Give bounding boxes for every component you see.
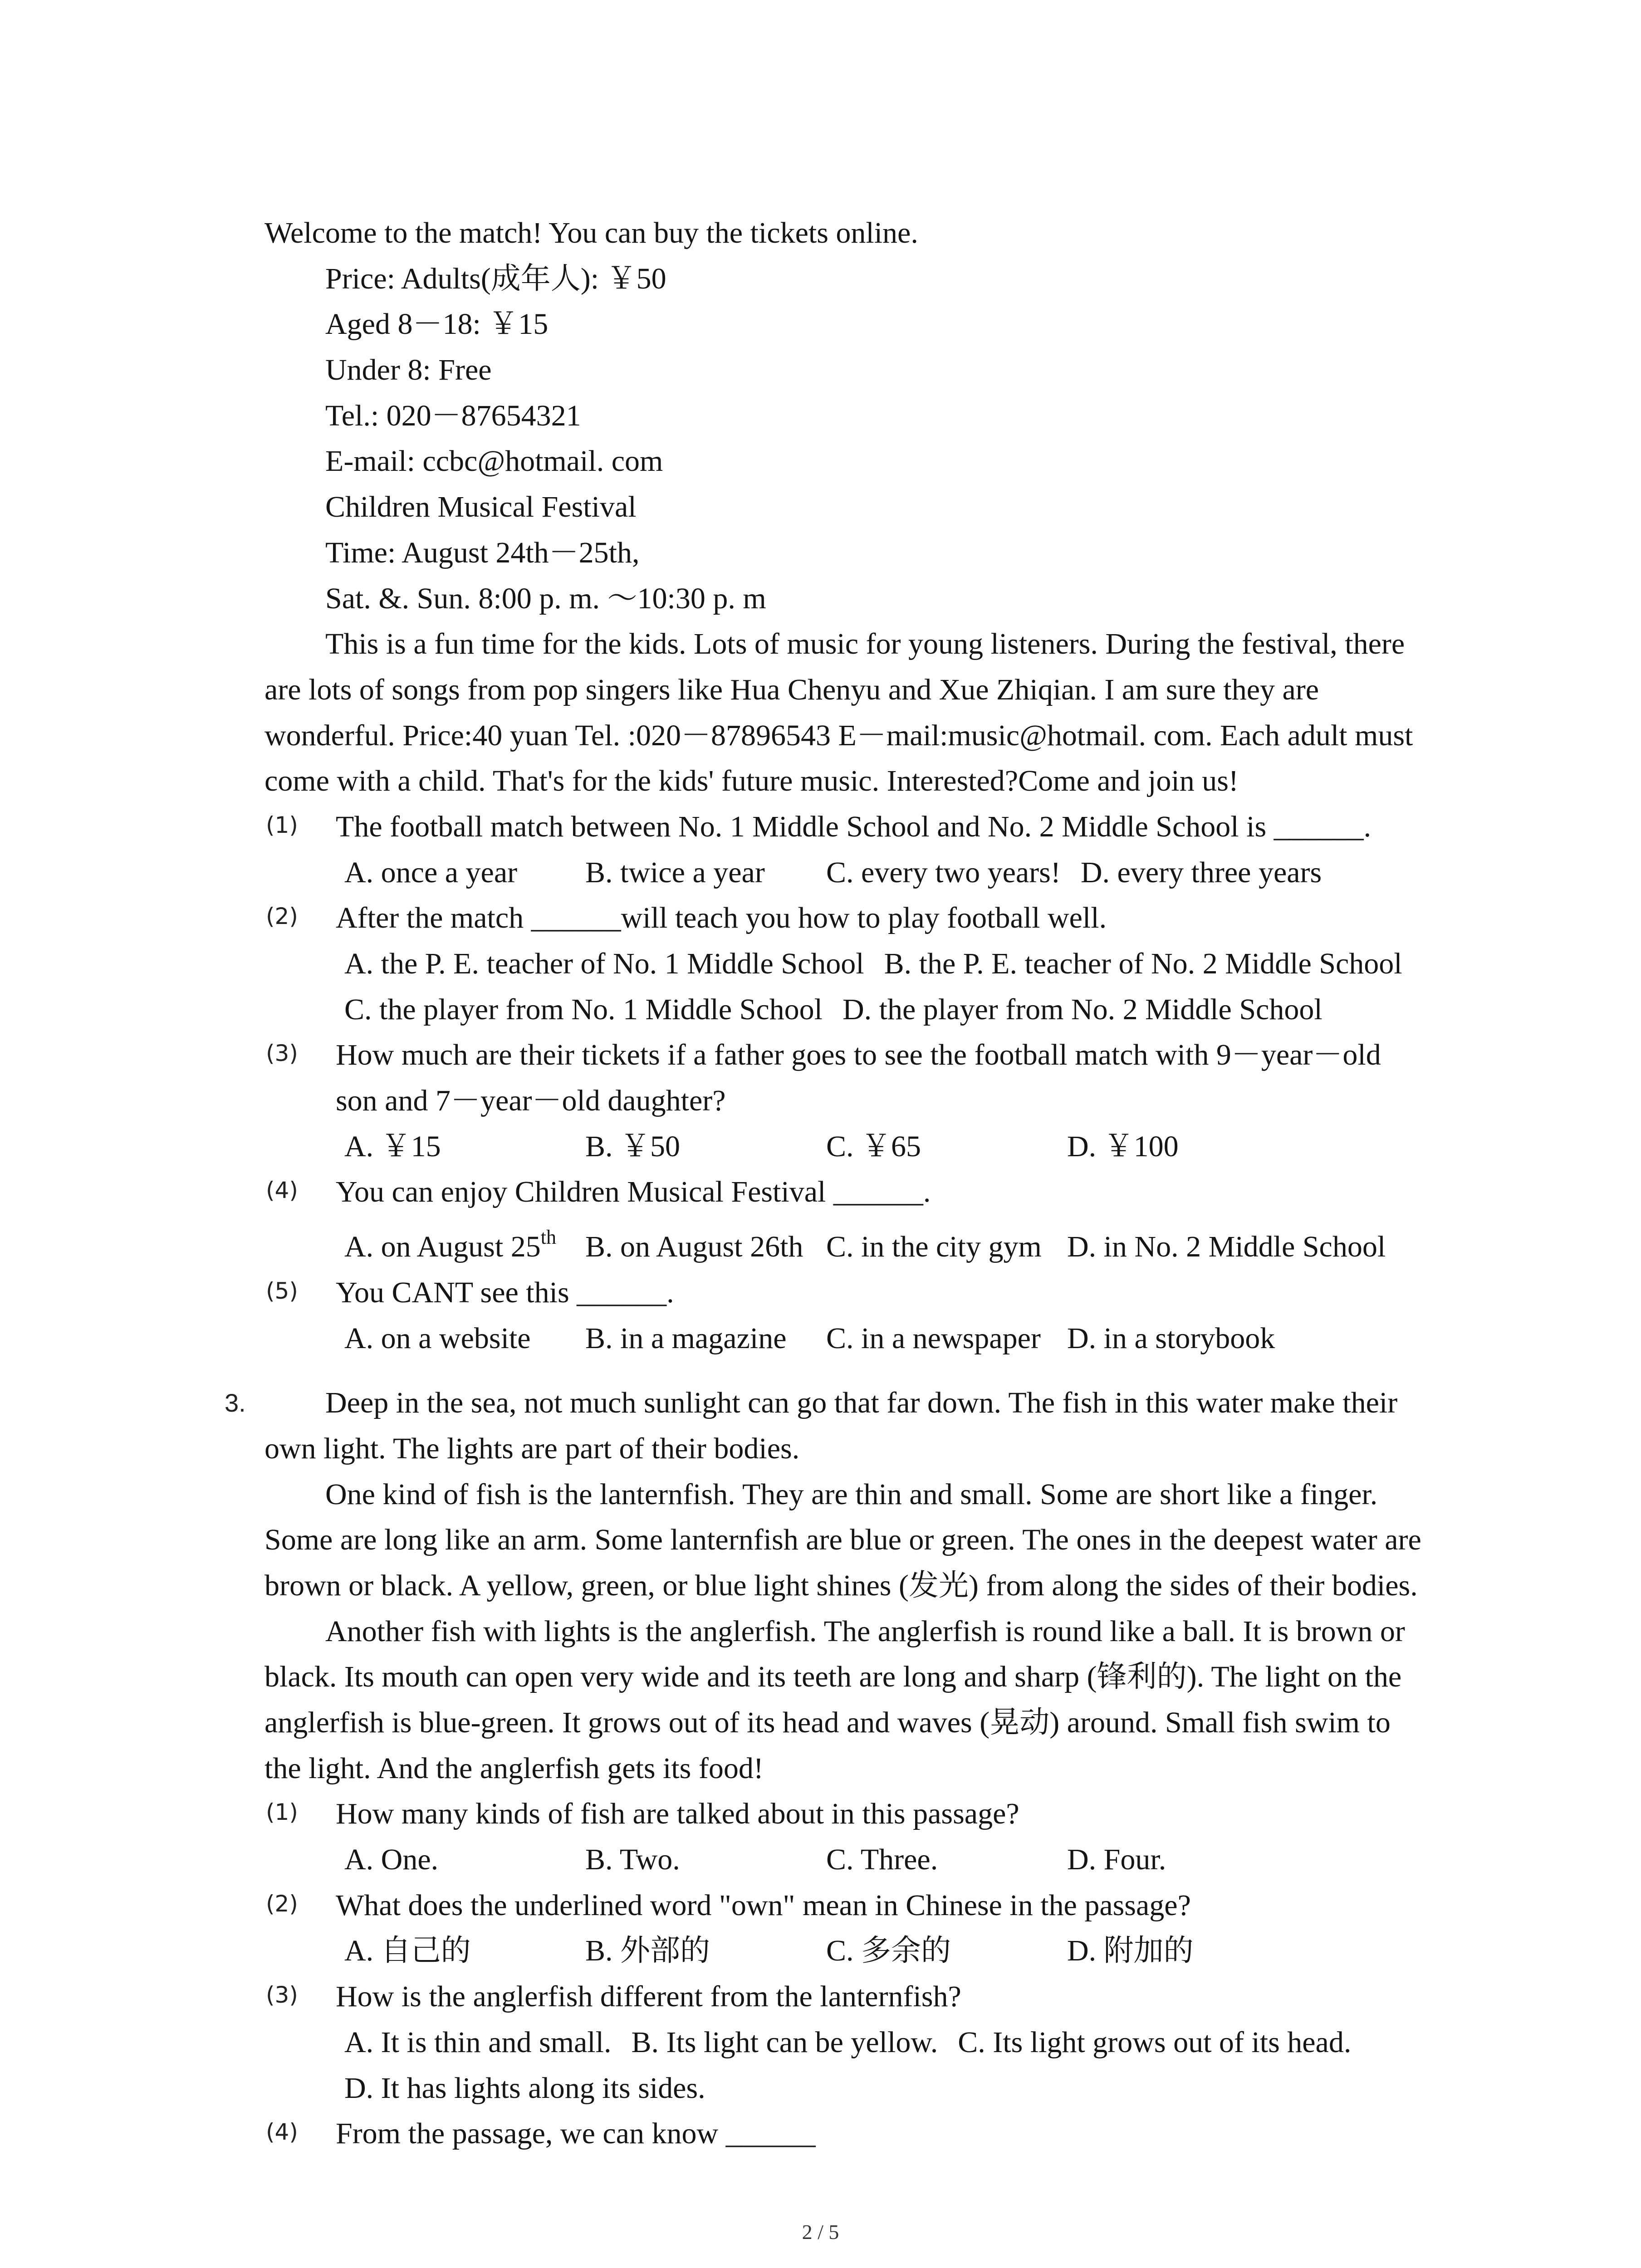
- question-item: [0, 1974, 1641, 2111]
- option-row: [0, 2066, 1641, 2112]
- question-stem-line: [0, 1270, 1641, 1316]
- passage-line: black. Its mouth can open very wide and its teeth are long and sharp (锋利的). The light on the: [265, 1660, 1402, 1694]
- question-item: [0, 804, 1641, 895]
- option-b: B. on August 26th: [585, 1230, 803, 1264]
- question-stem-line: [0, 1032, 1641, 1078]
- option-c: C. every two years!: [826, 855, 1061, 889]
- question-item: [0, 1169, 1641, 1270]
- option-a: [344, 1224, 585, 1270]
- notice-detail-line: E-mail: ccbc@hotmail. com: [325, 445, 663, 478]
- notice-detail-line: Time: August 24th－25th,: [325, 536, 640, 569]
- option-c: C. Its light grows out of its head.: [958, 2025, 1352, 2059]
- passage-line: brown or black. A yellow, green, or blue light shines (发光) from along the sides of their bodies.: [265, 1569, 1418, 1602]
- notice-detail-line: Children Musical Festival: [325, 490, 637, 524]
- option-b: B. in a magazine: [585, 1321, 787, 1355]
- option-d: D. It has lights along its sides.: [344, 2071, 705, 2105]
- page-content: [0, 210, 1641, 2157]
- question-number: (3): [266, 1982, 298, 2009]
- option-row: [0, 1124, 1641, 1170]
- passage-3: [0, 1380, 1641, 2157]
- question-stem-text: How much are their tickets if a father goes to see the football match with 9－year－old: [336, 1038, 1381, 1072]
- question-number: (5): [266, 1277, 298, 1304]
- question-number: (4): [266, 2119, 298, 2146]
- question-stem-line: son and 7－year－old daughter?: [336, 1084, 726, 1118]
- festival-paragraph-line: wonderful. Price:40 yuan Tel. :020－87896543 E－mail:music@hotmail. com. Each adult must: [265, 719, 1413, 752]
- notice-detail-line: Price: Adults(成年人): ￥50: [325, 262, 666, 295]
- option-a: A. the P. E. teacher of No. 1 Middle School: [344, 947, 864, 980]
- option-d: D. the player from No. 2 Middle School: [843, 992, 1323, 1026]
- question-stem-line: [0, 1791, 1641, 1837]
- question-item: [0, 1791, 1641, 1882]
- option-d: D. every three years: [1080, 855, 1322, 889]
- passage-line: own light. The lights are part of their bodies.: [265, 1432, 800, 1465]
- option-d: D. in No. 2 Middle School: [1067, 1230, 1386, 1264]
- option-row: [0, 941, 1641, 987]
- option-b: B. the P. E. teacher of No. 2 Middle School: [884, 947, 1402, 980]
- question-stem-line: [0, 1169, 1641, 1215]
- notice-detail-line: Tel.: 020－87654321: [325, 399, 581, 432]
- option-d: D. Four.: [1067, 1843, 1166, 1877]
- option-c: C. the player from No. 1 Middle School: [344, 992, 823, 1026]
- option-b: B. ￥50: [585, 1129, 681, 1163]
- option-d: D. ￥100: [1067, 1129, 1179, 1163]
- notice-detail-line: Under 8: Free: [325, 353, 492, 387]
- passage-line-text: Deep in the sea, not much sunlight can go that far down. The fish in this water make their: [325, 1386, 1398, 1420]
- option-row: [0, 987, 1641, 1033]
- question-stem-text: How is the anglerfish different from the lanternfish?: [336, 1980, 961, 2014]
- passage-line: One kind of fish is the lanternfish. They are thin and small. Some are short like a finger.: [325, 1477, 1378, 1511]
- festival-paragraph-line: are lots of songs from pop singers like Hua Chenyu and Xue Zhiqian. I am sure they are: [265, 673, 1319, 706]
- passage-line: [0, 1380, 1641, 1426]
- question-stem-text: After the match ______will teach you how to play football well.: [336, 901, 1107, 935]
- passage-number: 3.: [225, 1388, 246, 1418]
- option-a: A. It is thin and small.: [344, 2025, 612, 2059]
- question-stem-text: The football match between No. 1 Middle School and No. 2 Middle School is ______.: [336, 810, 1372, 843]
- option-c: C. 多余的: [826, 1934, 951, 1968]
- option-row: [0, 1316, 1641, 1362]
- question-item: [0, 1270, 1641, 1361]
- page-number: 2 / 5: [802, 2220, 839, 2244]
- notice-detail-line: Sat. &. Sun. 8:00 p. m. ～10:30 p. m: [325, 582, 766, 615]
- option-a: A. on a website: [344, 1321, 531, 1355]
- question-item: [0, 2111, 1641, 2157]
- question-stem-text: You CANT see this ______.: [336, 1276, 674, 1309]
- option-a: A. once a year: [344, 855, 518, 889]
- question-stem-line: [0, 1974, 1641, 2020]
- option-d: D. 附加的: [1067, 1934, 1194, 1968]
- festival-paragraph-line: This is a fun time for the kids. Lots of music for young listeners. During the festival, there: [325, 627, 1405, 661]
- notice-detail-line: Aged 8－18: ￥15: [325, 308, 549, 341]
- option-c: C. in the city gym: [826, 1230, 1042, 1264]
- option-c: C. in a newspaper: [826, 1321, 1041, 1355]
- option-row: [0, 1224, 1641, 1270]
- question-number: (1): [266, 1799, 298, 1826]
- passage-line: anglerfish is blue-green. It grows out of its head and waves (晃动) around. Small fish swim to: [265, 1706, 1391, 1739]
- option-row: [0, 1837, 1641, 1883]
- option-c: C. ￥65: [826, 1129, 921, 1163]
- option-a: A. One.: [344, 1843, 439, 1877]
- question-number: (2): [266, 1890, 298, 1917]
- question-item: [0, 1883, 1641, 1974]
- option-b: B. Two.: [585, 1843, 680, 1877]
- question-stem-text: How many kinds of fish are talked about in this passage?: [336, 1797, 1019, 1831]
- festival-paragraph-line: come with a child. That's for the kids' future music. Interested?Come and join us!: [265, 764, 1239, 798]
- option-b: B. twice a year: [585, 855, 765, 889]
- question-stem-line: [0, 2111, 1641, 2157]
- option-row: [0, 2020, 1641, 2066]
- question-stem-line: [0, 1883, 1641, 1929]
- question-number: (4): [266, 1177, 298, 1204]
- option-a-text: A. on August 25: [344, 1230, 541, 1264]
- question-item: [0, 895, 1641, 1032]
- option-b: B. Its light can be yellow.: [631, 2025, 938, 2059]
- question-item: [0, 1032, 1641, 1169]
- passage-line: Some are long like an arm. Some lanternfish are blue or green. The ones in the deepest water are: [265, 1523, 1421, 1557]
- question-number: (3): [266, 1040, 298, 1067]
- option-c: C. Three.: [826, 1843, 938, 1877]
- option-a: A. ￥15: [344, 1129, 441, 1163]
- question-number: (1): [266, 811, 298, 838]
- question-stem-text: From the passage, we can know ______: [336, 2117, 816, 2151]
- option-row: [0, 1928, 1641, 1974]
- passage-line: the light. And the anglerfish gets its food!: [265, 1751, 764, 1785]
- option-d: D. in a storybook: [1067, 1321, 1275, 1355]
- question-stem-line: [0, 895, 1641, 941]
- option-a: A. 自己的: [344, 1934, 471, 1968]
- passage-line: Another fish with lights is the anglerfish. The anglerfish is round like a ball. It is brown or: [325, 1614, 1405, 1648]
- question-stem-line: [0, 804, 1641, 850]
- ordinal-superscript: th: [540, 1226, 556, 1249]
- option-b: B. 外部的: [585, 1934, 710, 1968]
- question-stem-text: You can enjoy Children Musical Festival ______.: [336, 1175, 931, 1209]
- notice-intro-line: Welcome to the match! You can buy the tickets online.: [265, 216, 918, 249]
- question-stem-text: What does the underlined word "own" mean in Chinese in the passage?: [336, 1888, 1191, 1922]
- option-row: [0, 850, 1641, 896]
- question-number: (2): [266, 903, 298, 930]
